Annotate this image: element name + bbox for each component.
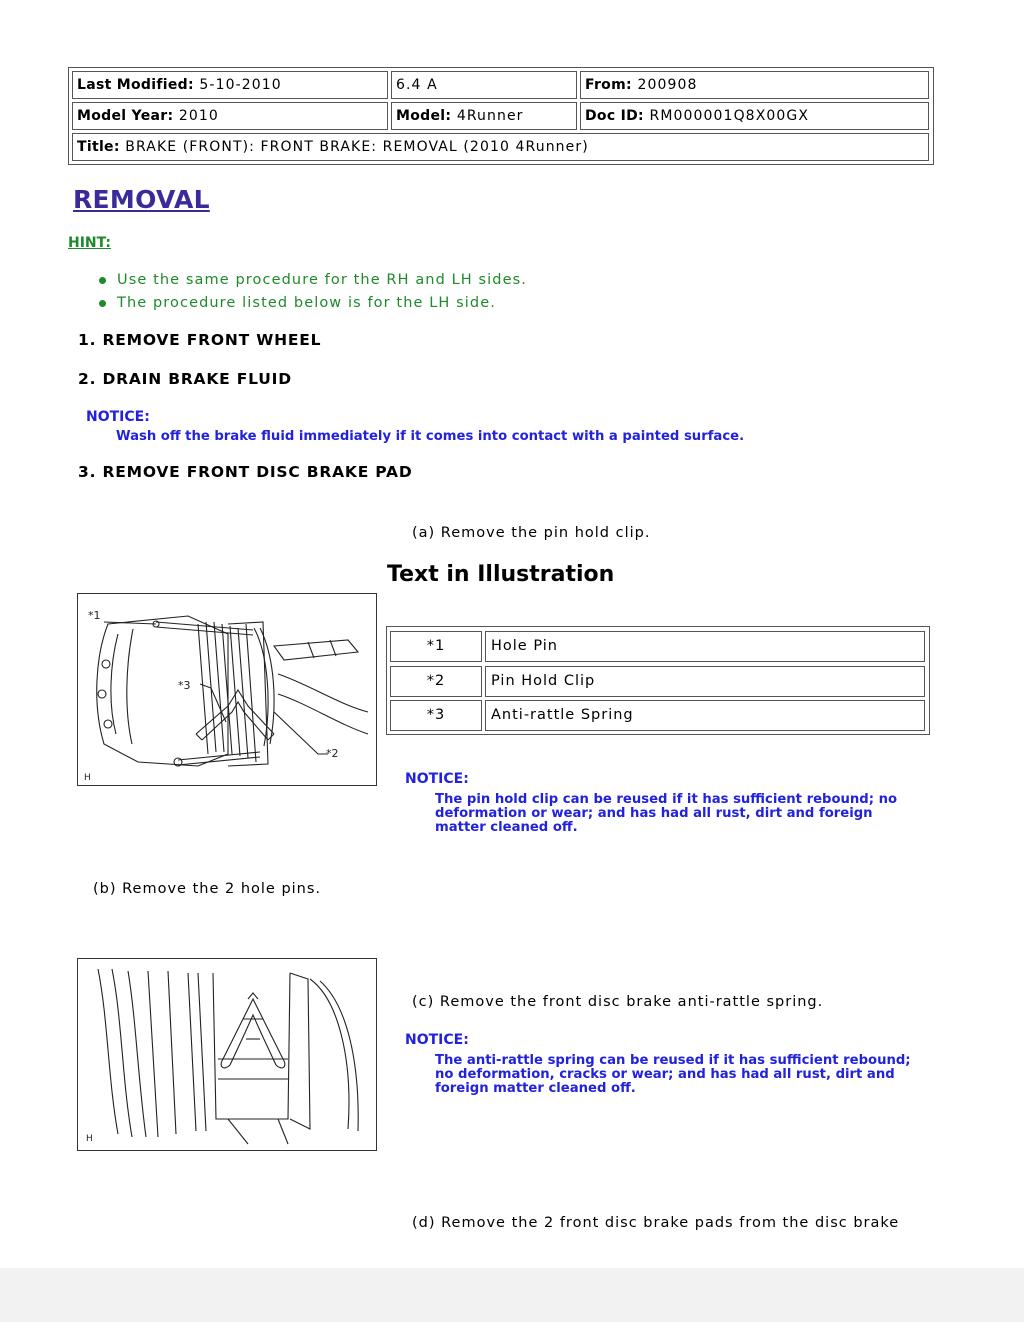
figure-corner-mark: H xyxy=(84,773,91,783)
model-year-value: 2010 xyxy=(178,108,219,124)
notice-spring-text xyxy=(435,1054,911,1096)
substep-d: (d) Remove the 2 front disc brake pads from the disc brake xyxy=(412,1215,900,1231)
model-year-cell xyxy=(72,102,388,130)
text-in-illustration-heading: Text in Illustration xyxy=(387,562,615,587)
doc-id-label: Doc ID: xyxy=(585,108,644,124)
title-value: BRAKE (FRONT): FRONT BRAKE: REMOVAL (2010 4Runner) xyxy=(125,139,589,155)
anti-rattle-spring-illustration xyxy=(78,959,376,1150)
substep-a: (a) Remove the pin hold clip. xyxy=(412,525,651,541)
notice-line: The pin hold clip can be reused if it has sufficient rebound; no xyxy=(435,792,898,807)
legend-num: *1 xyxy=(390,631,482,662)
doc-id-value: RM000001Q8X00GX xyxy=(649,108,810,124)
legend-num: *3 xyxy=(390,700,482,731)
from-cell xyxy=(580,71,929,99)
document-header-table xyxy=(68,67,934,165)
notice-label: NOTICE: xyxy=(405,771,469,787)
model-label: Model: xyxy=(396,108,452,124)
from-value: 200908 xyxy=(637,77,698,93)
last-modified-value: 5-10-2010 xyxy=(199,77,282,93)
notice-line: deformation or wear; and has had all rust, dirt and foreign xyxy=(435,806,873,821)
notice-clip-text xyxy=(435,793,897,835)
last-modified-label: Last Modified: xyxy=(77,77,194,93)
hint-item: Use the same procedure for the RH and LH sides. xyxy=(98,270,527,293)
step-1-heading: 1. REMOVE FRONT WHEEL xyxy=(78,331,322,349)
notice-line: matter cleaned off. xyxy=(435,820,578,835)
page-bottom-band xyxy=(0,1268,1024,1322)
callout-1: *1 xyxy=(88,609,101,622)
figure-pin-hold-clip xyxy=(77,593,377,786)
step-3-heading: 3. REMOVE FRONT DISC BRAKE PAD xyxy=(78,463,413,481)
title-cell xyxy=(72,133,929,161)
legend-text: Anti-rattle Spring xyxy=(485,700,925,731)
hint-list xyxy=(98,270,527,316)
doc-id-cell xyxy=(580,102,929,130)
notice-label: NOTICE: xyxy=(86,409,150,425)
illustration-legend-table xyxy=(386,626,930,735)
notice-fluid-text: Wash off the brake fluid immediately if it comes into contact with a painted surface. xyxy=(116,429,745,444)
hint-label[interactable]: HINT: xyxy=(68,235,112,251)
model-cell xyxy=(391,102,577,130)
version-cell xyxy=(391,71,577,99)
legend-text: Pin Hold Clip xyxy=(485,666,925,697)
notice-line: no deformation, cracks or wear; and has had all rust, dirt and xyxy=(435,1067,895,1082)
callout-2: *2 xyxy=(326,747,339,760)
notice-line: foreign matter cleaned off. xyxy=(435,1081,636,1096)
figure-anti-rattle-spring xyxy=(77,958,377,1151)
substep-c: (c) Remove the front disc brake anti-rattle spring. xyxy=(412,994,824,1010)
brake-caliper-illustration xyxy=(78,594,376,785)
hint-item: The procedure listed below is for the LH side. xyxy=(98,293,527,316)
legend-num: *2 xyxy=(390,666,482,697)
removal-heading[interactable]: REMOVAL xyxy=(73,185,210,214)
legend-text: Hole Pin xyxy=(485,631,925,662)
notice-label: NOTICE: xyxy=(405,1032,469,1048)
from-label: From: xyxy=(585,77,632,93)
figure-corner-mark: H xyxy=(86,1134,93,1144)
notice-line: The anti-rattle spring can be reused if it has sufficient rebound; xyxy=(435,1053,911,1068)
callout-3: *3 xyxy=(178,679,191,692)
model-year-label: Model Year: xyxy=(77,108,174,124)
last-modified-cell xyxy=(72,71,388,99)
version-value: 6.4 A xyxy=(396,77,438,93)
substep-b: (b) Remove the 2 hole pins. xyxy=(93,881,322,897)
step-2-heading: 2. DRAIN BRAKE FLUID xyxy=(78,370,292,388)
title-label: Title: xyxy=(77,139,120,155)
model-value: 4Runner xyxy=(456,108,524,124)
